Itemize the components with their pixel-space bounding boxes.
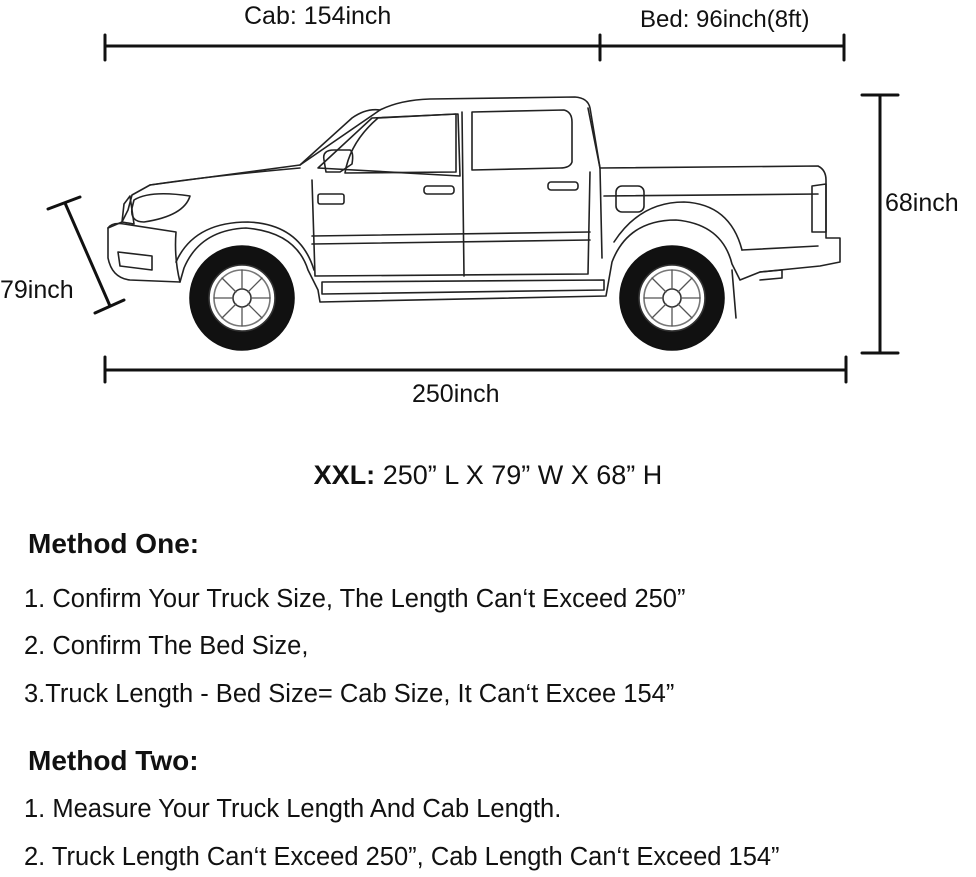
method-one-step: 1. Confirm Your Truck Size, The Length Can‘t Exceed 250” — [24, 585, 686, 613]
cab-value: : 154inch — [289, 2, 392, 30]
bed-dimension-line — [600, 35, 844, 60]
size-prefix: XXL: — [313, 460, 376, 490]
size-summary — [0, 462, 976, 489]
method-one-step: 3.Truck Length - Bed Size= Cab Size, It Can‘t Excee 154” — [24, 680, 675, 708]
method-two-step: 1. Measure Your Truck Length And Cab Length. — [24, 795, 562, 823]
pickup-truck-icon — [108, 97, 840, 350]
cab-label: Cab — [244, 2, 290, 30]
method-two-heading: Method Two: — [28, 745, 199, 776]
bed-dimension-label: Bed: 96inch(8ft) — [640, 6, 810, 33]
size-value: 250” L X 79” W X 68” H — [375, 460, 663, 490]
method-one-step: 2. Confirm The Bed Size, — [24, 632, 309, 660]
method-two-step: 2. Truck Length Can‘t Exceed 250”, Cab Length Can‘t Exceed 154” — [24, 843, 780, 871]
width-dimension-label: 79inch — [0, 276, 74, 304]
height-dimension-label: 68inch — [885, 189, 959, 217]
length-dimension-label: 250inch — [412, 380, 500, 408]
width-dimension-line — [48, 197, 124, 313]
length-dimension-line — [105, 357, 846, 382]
height-dimension-line — [862, 95, 898, 353]
method-one-heading: Method One: — [28, 528, 200, 559]
cab-dimension-line — [105, 35, 600, 60]
